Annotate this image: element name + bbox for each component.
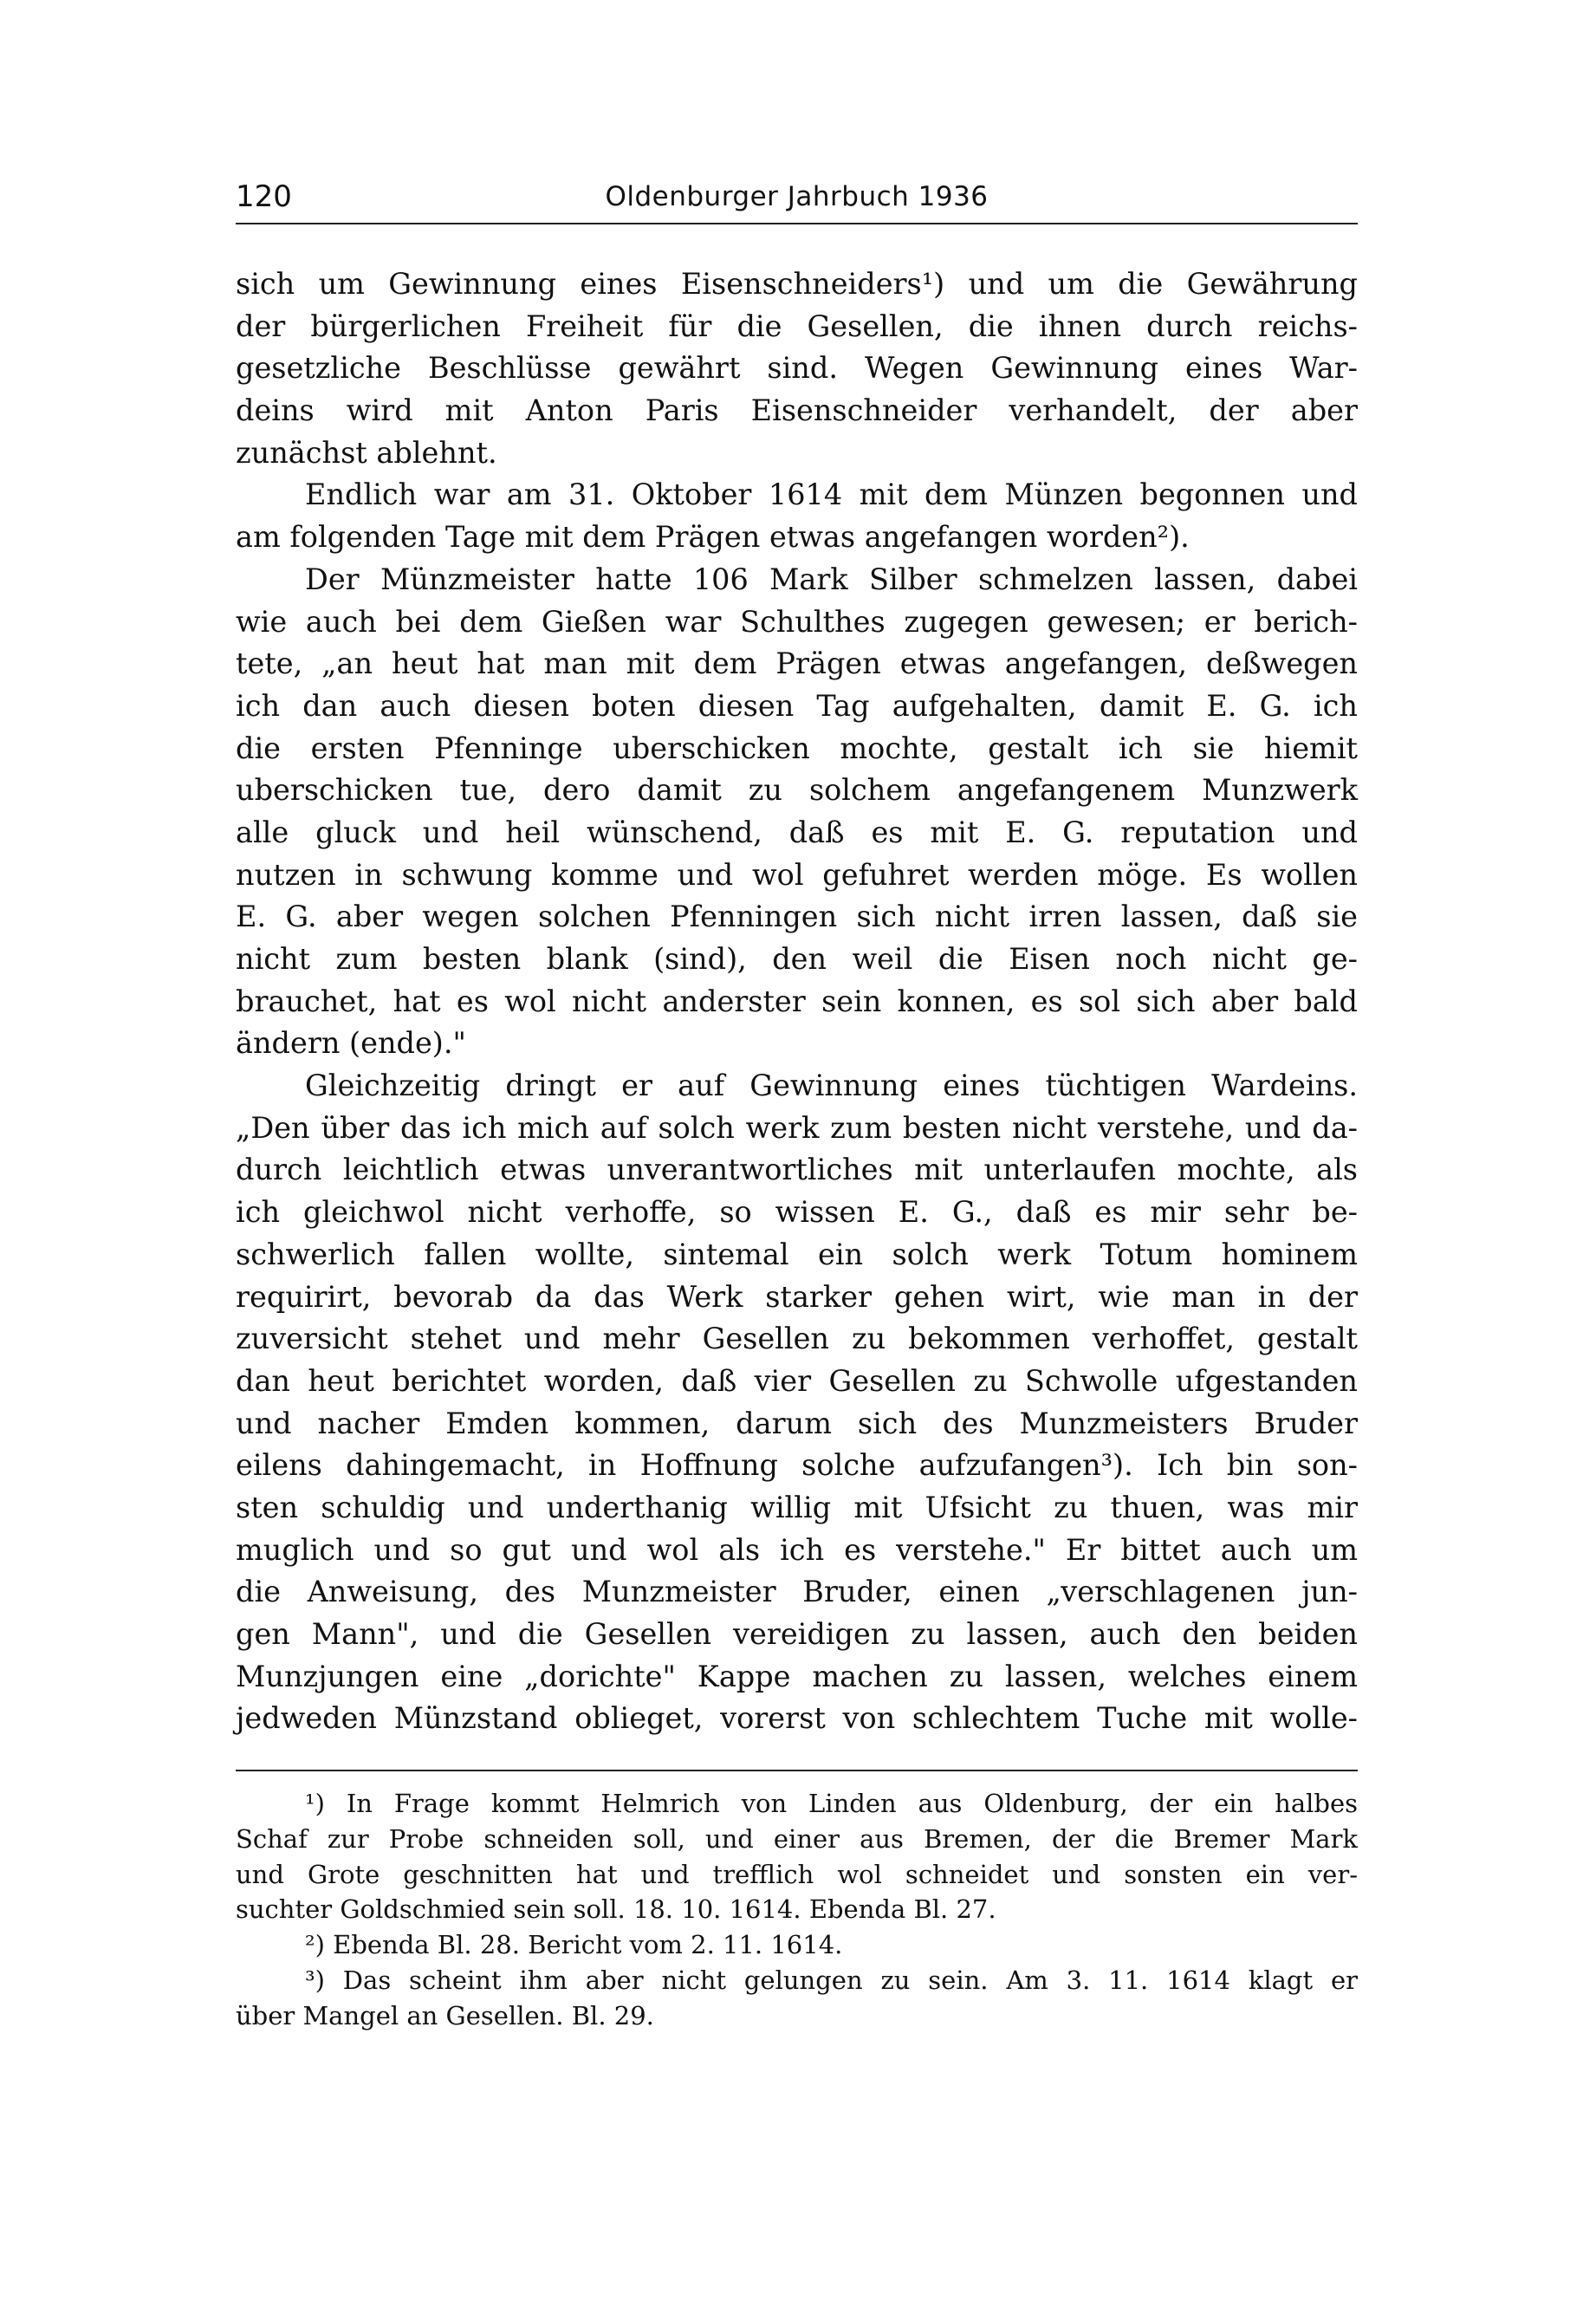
body-line: gen Mann", und die Gesellen vereidigen zu lassen, auch den beiden — [236, 1617, 1358, 1651]
body-line: sich um Gewinnung eines Eisenschneiders¹) und um die Gewährung — [236, 267, 1358, 301]
footnote-line: Schaf zur Probe schneiden soll, und einer aus Bremen, der die Bremer Mark — [236, 1823, 1358, 1854]
body-line: der bürgerlichen Freiheit für die Gesellen, die ihnen durch reichs- — [236, 309, 1358, 343]
body-line: sten schuldig und underthanig willig mit Ufsicht zu thuen, was mir — [236, 1490, 1358, 1524]
page-header — [236, 178, 1358, 224]
body-line: und nacher Emden kommen, darum sich des Munzmeisters Bruder — [236, 1406, 1358, 1440]
running-title: Oldenburger Jahrbuch 1936 — [605, 181, 989, 212]
body-line: Gleichzeitig dringt er auf Gewinnung eines tüchtigen Wardeins. — [305, 1069, 1358, 1103]
body-text — [236, 263, 1358, 1740]
footnote-line: und Grote geschnitten hat und trefflich wol schneidet und sonsten ein ver- — [236, 1859, 1358, 1889]
body-line: dan heut berichtet worden, daß vier Gesellen zu Schwolle ufgestanden — [236, 1363, 1358, 1398]
body-line: wie auch bei dem Gießen war Schulthes zugegen gewesen; er berich- — [236, 604, 1358, 639]
body-line: Munzjungen eine „dorichte" Kappe machen zu lassen, welches einem — [236, 1659, 1358, 1693]
body-line: ändern (ende)." — [236, 1026, 466, 1061]
footnote-divider — [236, 1770, 1358, 1771]
body-line: gesetzliche Beschlüsse gewährt sind. Wegen Gewinnung eines War- — [236, 351, 1358, 386]
body-line: deins wird mit Anton Paris Eisenschneider verhandelt, der aber — [236, 393, 1358, 428]
body-line: alle gluck und heil wünschend, daß es mit E. G. reputation und — [236, 815, 1358, 849]
footnotes — [236, 1786, 1358, 2034]
body-line: ich gleichwol nicht verhoffe, so wissen E. G., daß es mir sehr be- — [236, 1195, 1358, 1230]
body-line: Der Münzmeister hatte 106 Mark Silber schmelzen lassen, dabei — [305, 562, 1358, 596]
footnote-line: suchter Goldschmied sein soll. 18. 10. 1614. Ebenda Bl. 27. — [236, 1894, 996, 1925]
footnote-line: ³) Das scheint ihm aber nicht gelungen zu sein. Am 3. 11. 1614 klagt er — [305, 1965, 1358, 1995]
page-number: 120 — [236, 179, 292, 214]
body-line: brauchet, hat es wol nicht anderster sein konnen, es sol sich aber bald — [236, 984, 1358, 1018]
body-line: ich dan auch diesen boten diesen Tag aufgehalten, damit E. G. ich — [236, 688, 1358, 723]
body-line: zuversicht stehet und mehr Gesellen zu bekommen verhoffet, gestalt — [236, 1322, 1358, 1356]
body-line: schwerlich fallen wollte, sintemal ein solch werk Totum hominem — [236, 1237, 1358, 1271]
body-line: die Anweisung, des Munzmeister Bruder, einen „verschlagenen jun- — [236, 1575, 1358, 1609]
body-line: tete, „an heut hat man mit dem Prägen etwas angefangen, deßwegen — [236, 646, 1358, 681]
body-line: jedweden Münzstand oblieget, vorerst von schlechtem Tuche mit wolle- — [236, 1701, 1358, 1736]
footnote-line: über Mangel an Gesellen. Bl. 29. — [236, 2000, 654, 2030]
footnote-line: ²) Ebenda Bl. 28. Bericht vom 2. 11. 1614. — [305, 1930, 843, 1960]
body-line: durch leichtlich etwas unverantwortliches mit unterlaufen mochte, als — [236, 1153, 1358, 1187]
body-line: uberschicken tue, dero damit zu solchem angefangenem Munzwerk — [236, 773, 1358, 808]
body-line: nutzen in schwung komme und wol gefuhret werden möge. Es wollen — [236, 857, 1358, 892]
body-line: die ersten Pfenninge uberschicken mochte, gestalt ich sie hiemit — [236, 731, 1358, 765]
body-line: requirirt, bevorab da das Werk starker gehen wirt, wie man in der — [236, 1279, 1358, 1314]
body-line: muglich und so gut und wol als ich es verstehe." Er bittet auch um — [236, 1532, 1358, 1567]
body-line: zunächst ablehnt. — [236, 435, 497, 470]
body-line: Endlich war am 31. Oktober 1614 mit dem Münzen begonnen und — [305, 478, 1358, 512]
body-line: E. G. aber wegen solchen Pfenningen sich nicht irren lassen, daß sie — [236, 900, 1358, 934]
body-line: eilens dahingemacht, in Hoffnung solche aufzufangen³). Ich bin son- — [236, 1448, 1358, 1483]
body-line: „Den über das ich mich auf solch werk zum besten nicht verstehe, und da- — [236, 1110, 1358, 1145]
body-line: am folgenden Tage mit dem Prägen etwas angefangen worden²). — [236, 520, 1190, 555]
footnote-line: ¹) In Frage kommt Helmrich von Linden aus Oldenburg, der ein halbes — [305, 1789, 1358, 1818]
body-line: nicht zum besten blank (sind), den weil die Eisen noch nicht ge- — [236, 942, 1358, 976]
